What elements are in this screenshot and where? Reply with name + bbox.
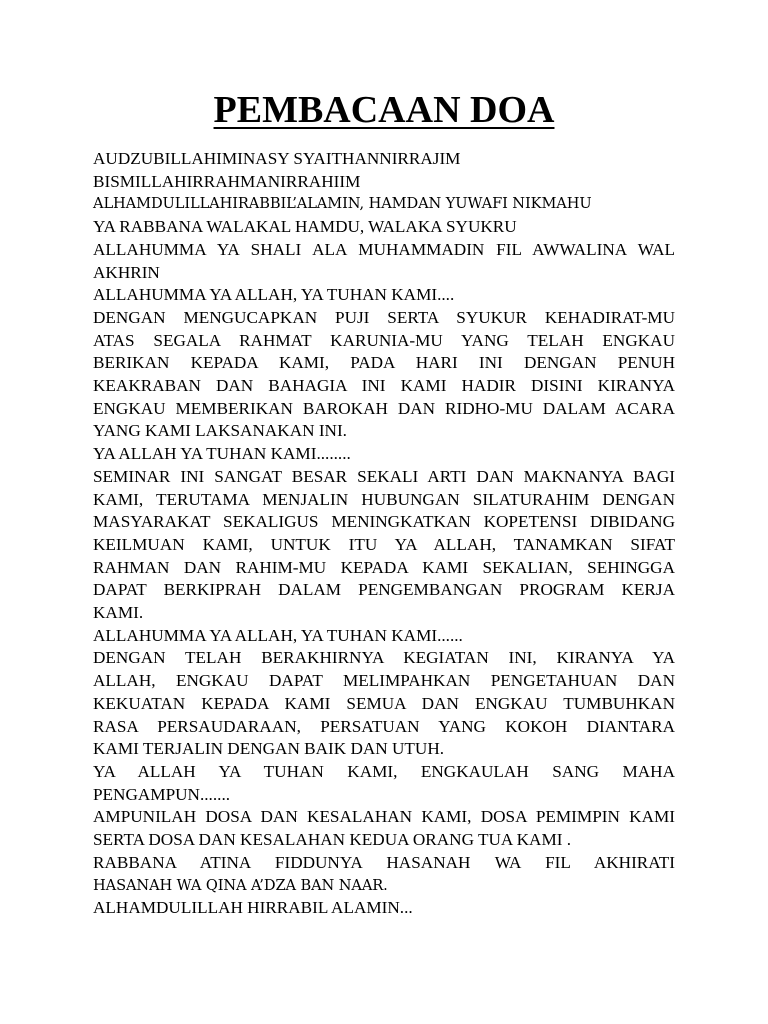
text-line: KEKUATAN KEPADA KAMI SEMUA DAN ENGKAU TUMBUHKAN [93, 693, 675, 713]
text-line: HASANAH WA QINA A’DZA BAN NAAR. [93, 876, 388, 894]
text-line: DENGAN MENGUCAPKAN PUJI SERTA SYUKUR KEHADIRAT-MU [93, 307, 675, 327]
text-line: YA ALLAH YA TUHAN KAMI, ENGKAULAH SANG MAHA [93, 761, 675, 781]
text-line: ALHAMDULILLAHIRABBIL’ALAMIN, HAMDAN YUWAFI NIKMAHU [93, 195, 592, 213]
text-line: RASA PERSAUDARAAN, PERSATUAN YANG KOKOH DIANTARA [93, 716, 675, 736]
text-line: RABBANA ATINA FIDDUNYA HASANAH WA FIL AKHIRATI [93, 852, 675, 872]
text-line: BISMILLAHIRRAHMANIRRAHIIM [93, 171, 361, 191]
text-line: RAHMAN DAN RAHIM-MU KEPADA KAMI SEKALIAN, SEHINGGA [93, 557, 675, 577]
text-line: ALLAHUMMA YA ALLAH, YA TUHAN KAMI...... [93, 625, 463, 645]
text-line: ATAS SEGALA RAHMAT KARUNIA-MU YANG TELAH ENGKAU [93, 330, 675, 350]
text-line: KAMI TERJALIN DENGAN BAIK DAN UTUH. [93, 739, 445, 759]
prayer-text [93, 148, 675, 920]
text-line: SERTA DOSA DAN KESALAHAN KEDUA ORANG TUA KAMI . [93, 830, 572, 850]
text-line: KAMI, TERUTAMA MENJALIN HUBUNGAN SILATURAHIM DENGAN [93, 489, 675, 509]
text-line: PENGAMPUN....... [93, 784, 231, 804]
text-line: SEMINAR INI SANGAT BESAR SEKALI ARTI DAN MAKNANYA BAGI [93, 466, 675, 486]
text-line: DAPAT BERKIPRAH DALAM PENGEMBANGAN PROGRAM KERJA [93, 580, 675, 600]
text-line: YA RABBANA WALAKAL HAMDU, WALAKA SYUKRU [93, 217, 517, 237]
text-line: KEILMUAN KAMI, UNTUK ITU YA ALLAH, TANAMKAN SIFAT [93, 534, 675, 554]
text-line: ALLAHUMMA YA SHALI ALA MUHAMMADIN FIL AWWALINA WAL [93, 239, 675, 259]
text-line: AUDZUBILLAHIMINASY SYAITHANNIRRAJIM [93, 149, 461, 168]
text-line: KAMI. [93, 603, 144, 623]
text-line: AMPUNILAH DOSA DAN KESALAHAN KAMI, DOSA PEMIMPIN KAMI [93, 807, 675, 827]
text-line: DENGAN TELAH BERAKHIRNYA KEGIATAN INI, KIRANYA YA [93, 648, 675, 668]
text-line: ENGKAU MEMBERIKAN BAROKAH DAN RIDHO-MU DALAM ACARA [93, 398, 675, 418]
text-line: YA ALLAH YA TUHAN KAMI........ [93, 444, 351, 464]
text-line: MASYARAKAT SEKALIGUS MENINGKATKAN KOPETENSI DIBIDANG [93, 512, 675, 532]
text-line: YANG KAMI LAKSANAKAN INI. [93, 421, 347, 441]
text-line: KEAKRABAN DAN BAHAGIA INI KAMI HADIR DISINI KIRANYA [93, 376, 675, 396]
text-line: BERIKAN KEPADA KAMI, PADA HARI INI DENGAN PENUH [93, 353, 675, 373]
document-title: PEMBACAAN DOA [213, 89, 555, 131]
text-line: ALLAHUMMA YA ALLAH, YA TUHAN KAMI.... [93, 285, 455, 305]
text-line: ALLAH, ENGKAU DAPAT MELIMPAHKAN PENGETAHUAN DAN [93, 671, 675, 691]
text-line: AKHRIN [93, 262, 160, 282]
text-line: ALHAMDULILLAH HIRRABIL ALAMIN... [93, 898, 413, 918]
